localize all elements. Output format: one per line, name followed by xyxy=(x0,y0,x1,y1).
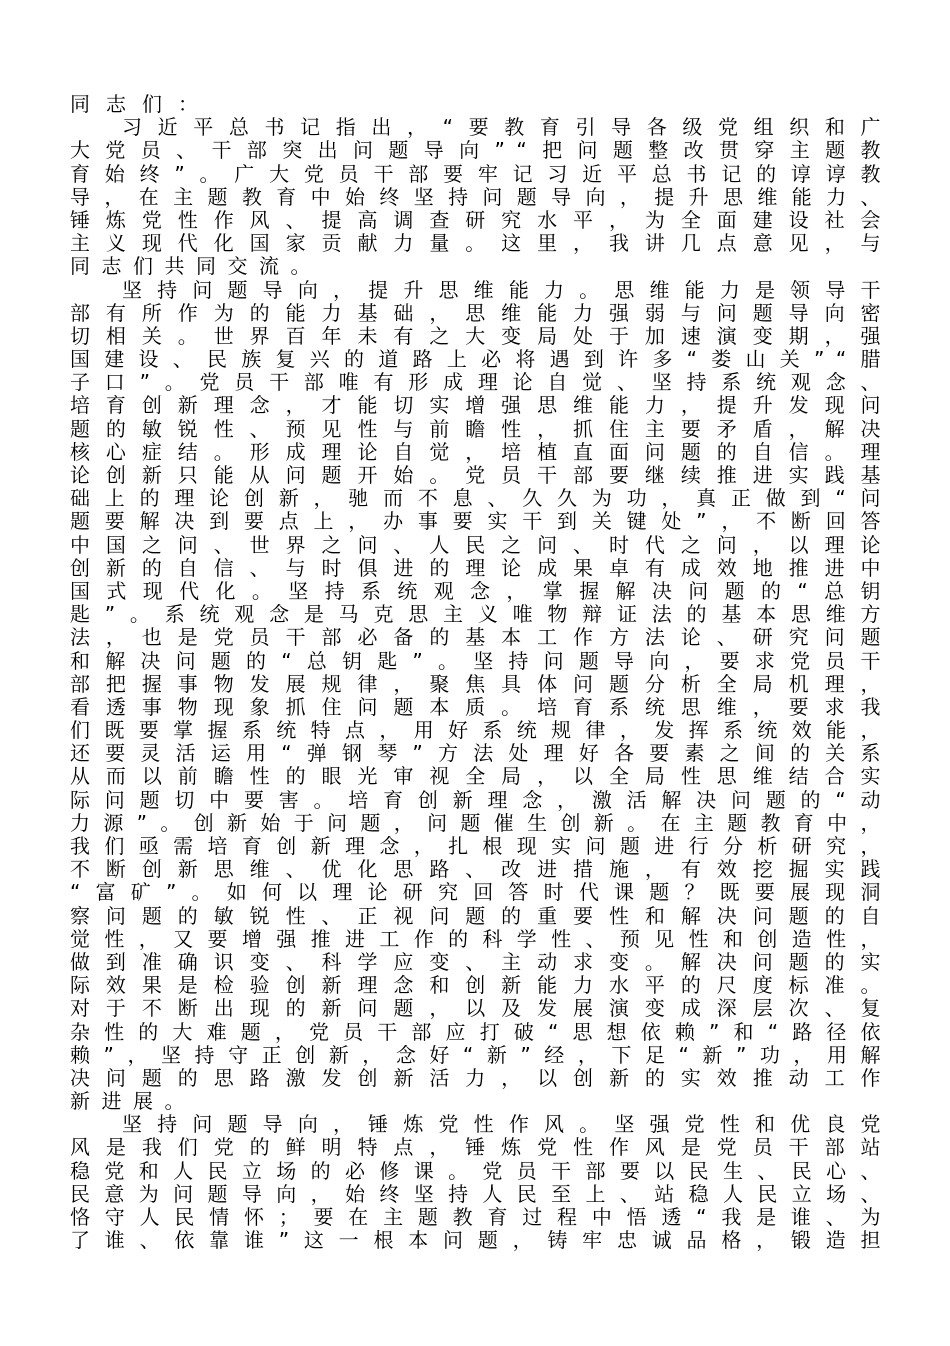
text-line: 部把握事物发展规律，聚焦具体问题分析全局机理， xyxy=(70,672,892,696)
text-line: 力源”。创新始于问题，问题催生创新。在主题教育中， xyxy=(70,811,892,835)
text-line: 切相关。世界百年未有之大变局处于加速演变期，强 xyxy=(70,324,892,348)
text-line: 稳党和人民立场的必修课。党员干部要以民生、民心、 xyxy=(70,1159,892,1183)
text-line: 们既要掌握系统特点，用好系统规律，发挥系统效能， xyxy=(70,719,892,743)
text-line: 子口”。党员干部唯有形成理论自觉、坚持系统观念、 xyxy=(70,371,892,395)
text-line: 杂性的大难题，党员干部应打破“思想依赖”和“路径依 xyxy=(70,1020,892,1044)
text-line: 恪守人民情怀；要在主题教育过程中悟透“我是谁、为 xyxy=(70,1206,892,1229)
text-line: 同志们共同交流。 xyxy=(70,254,322,279)
text-line: 了谁、依靠谁”这一根本问题，铸牢忠诚品格，锻造担 xyxy=(70,1229,892,1253)
text-line: 锤炼党性作风、提高调查研究水平，为全面建设社会 xyxy=(70,208,892,232)
text-line: 核心症结。形成理论自觉，培植直面问题的自信。理 xyxy=(70,440,892,464)
text-line: 匙”。系统观念是马克思主义唯物辩证法的基本思维方 xyxy=(70,603,892,627)
text-line: 我们亟需培育创新理念，扎根现实问题进行分析研究， xyxy=(70,835,892,858)
text-line: 础上的理论创新，驰而不息、久久为功，真正做到“问 xyxy=(70,487,892,511)
paragraph-first-line: 习近平总书记指出，“要教育引导各级党组织和广 xyxy=(122,116,892,140)
text-line: 国式现代化。坚持系统观念，掌握解决问题的“总钥 xyxy=(70,579,892,603)
text-line: 做到准确识变、科学应变、主动求变。解决问题的实 xyxy=(70,950,892,974)
text-line: 法，也是党员干部必备的基本工作方法论、研究问题 xyxy=(70,626,892,650)
text-line: 创新的自信、与时俱进的理论成果卓有成效地推进中 xyxy=(70,556,892,580)
text-line: 不断创新思维、优化思路、改进措施，有效挖掘实践 xyxy=(70,858,892,882)
text-line: 决问题的思路激发创新活力，以创新的实效推动工作 xyxy=(70,1066,892,1090)
text-line: 国建设、民族复兴的道路上必将遇到许多“娄山关”“腊 xyxy=(70,348,892,372)
text-line: 育始终”。广大党员干部要牢记习近平总书记的谆谆教 xyxy=(70,162,892,186)
text-line: “富矿”。如何以理论研究回答时代课题？既要展现洞 xyxy=(70,881,892,905)
text-line: 对于不断出现的新问题，以及发展演变成深层次、复 xyxy=(70,997,892,1021)
text-line: 主义现代化国家贡献力量。这里，我讲几点意见，与 xyxy=(70,232,892,256)
text-line: 际效果是检验创新理念和创新能力水平的尺度标准。 xyxy=(70,974,892,998)
document-body xyxy=(70,116,892,1252)
text-line: 题的敏锐性、预见性与前瞻性，抓住主要矛盾，解决 xyxy=(70,417,892,441)
paragraph-first-line: 坚持问题导向，锤炼党性作风。坚强党性和优良党 xyxy=(122,1113,892,1137)
text-line: 培育创新理念，才能切实增强思维能力，提升发现问 xyxy=(70,394,892,418)
text-line: 赖”，坚持守正创新，念好“新”经，下足“新”功，用解 xyxy=(70,1043,892,1067)
text-line: 和解决问题的“总钥匙”。坚持问题导向，要求党员干 xyxy=(70,649,892,673)
text-line: 新进展。 xyxy=(70,1089,196,1114)
text-line: 部有所作为的能力基础，思维能力强弱与问题导向密 xyxy=(70,301,892,325)
text-line: 题要解决到要点上，办事要实干到关键处”，不断回答 xyxy=(70,510,892,534)
text-line: 大党员、干部突出问题导向”“把问题整改贯穿主题教 xyxy=(70,139,892,163)
text-line: 民意为问题导向，始终坚持人民至上、站稳人民立场、 xyxy=(70,1182,892,1206)
text-line: 觉性，又要增强推进工作的科学性、预见性和创造性， xyxy=(70,927,892,951)
text-line: 论创新只能从问题开始。党员干部要继续推进实践基 xyxy=(70,464,892,487)
text-line: 际问题切中要害。培育创新理念，激活解决问题的“动 xyxy=(70,788,892,812)
text-line: 从而以前瞻性的眼光审视全局，以全局性思维结合实 xyxy=(70,765,892,789)
text-line: 导，在主题教育中始终坚持问题导向，提升思维能力、 xyxy=(70,185,892,209)
document-page xyxy=(70,93,892,1252)
text-line: 风是我们党的鲜明特点，锤炼党性作风是党员干部站 xyxy=(70,1136,892,1160)
text-line: 中国之问、世界之问、人民之问、时代之问，以理论 xyxy=(70,533,892,557)
greeting: 同志们： xyxy=(70,92,214,116)
text-line: 看透事物现象抓住问题本质。培育系统思维，要求我 xyxy=(70,695,892,719)
text-line: 察问题的敏锐性、正视问题的重要性和解决问题的自 xyxy=(70,904,892,928)
text-line: 还要灵活运用“弹钢琴”方法处理好各要素之间的关系 xyxy=(70,742,892,766)
paragraph-first-line: 坚持问题导向，提升思维能力。思维能力是领导干 xyxy=(122,278,892,302)
